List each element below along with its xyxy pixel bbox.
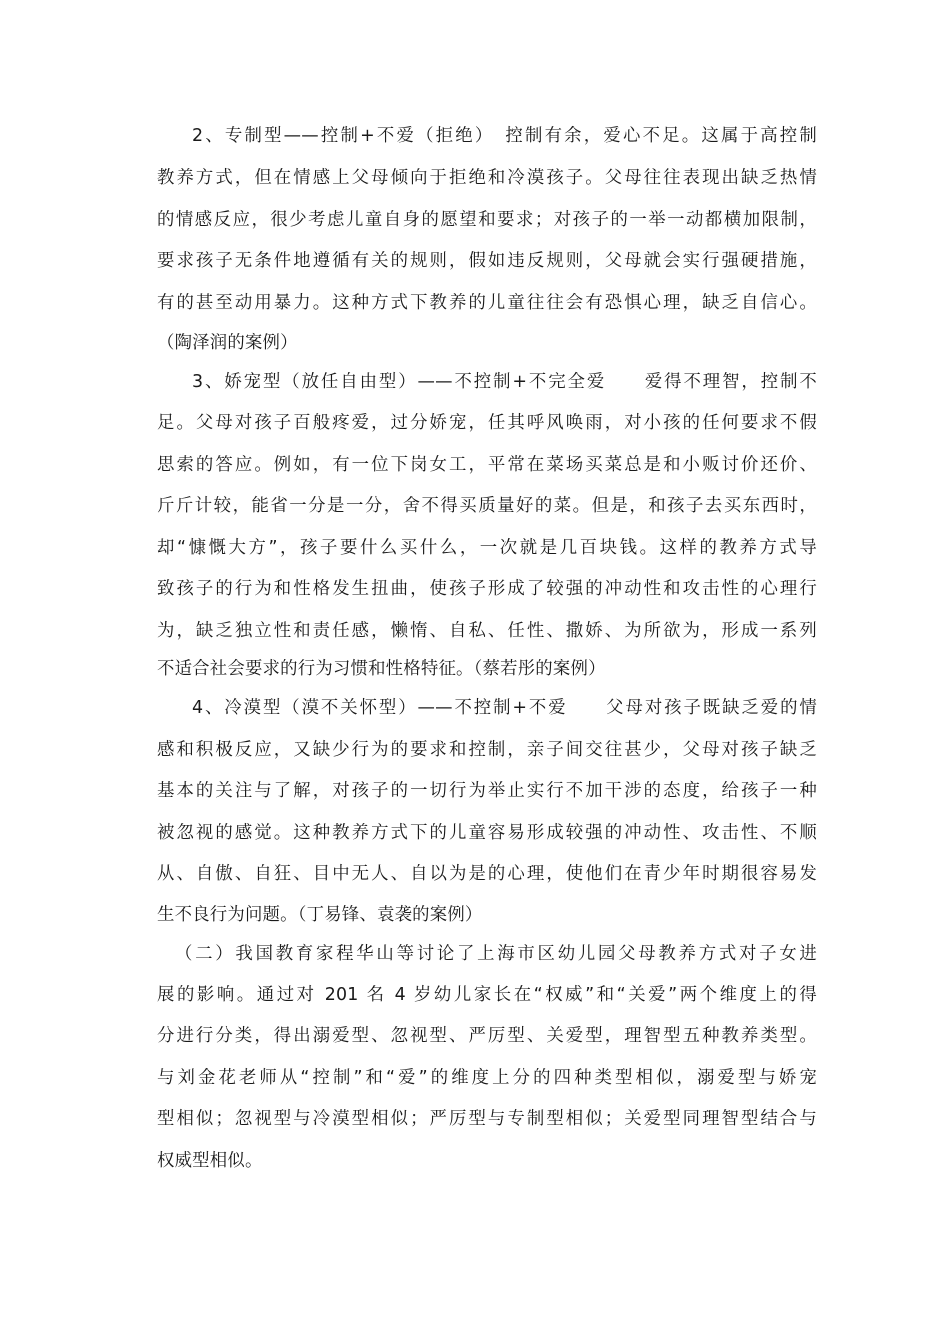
- text-line-23: 分进行分类，得出溺爱型、忽视型、严厉型、关爱型，理智型五种教养类型。: [157, 1026, 817, 1046]
- text-line-24: 与刘金花老师从“控制”和“爱”的维度上分的四种类型相似，溺爱型与娇宠: [157, 1068, 817, 1088]
- text-line-8: 足。父母对孩子百般疼爱，过分娇宠，任其呼风唤雨，对小孩的任何要求不假: [157, 413, 817, 433]
- text-line-14: 不适合社会要求的行为习惯和性格特征。（蔡若彤的案例）: [157, 659, 606, 679]
- text-line-25: 型相似；忽视型与冷漠型相似；严厉型与专制型相似；关爱型同理智型结合与: [157, 1109, 817, 1129]
- text-line-9: 思索的答应。例如，有一位下岗女工，平常在菜场买菜总是和小贩讨价还价、: [157, 455, 817, 475]
- text-line-21: （二）我国教育家程华山等讨论了上海市区幼儿园父母教养方式对子女进: [175, 944, 817, 964]
- text-line-26: 权威型相似。: [157, 1151, 263, 1171]
- text-line-7: 3、娇宠型（放任自由型）——不控制+不完全爱 爱得不理智，控制不: [192, 372, 817, 392]
- text-line-22: 展的影响。通过对 201 名 4 岁幼儿家长在“权威”和“关爱”两个维度上的得: [157, 985, 817, 1005]
- text-line-15: 4、冷漠型（漠不关怀型）——不控制+不爱 父母对孩子既缺乏爱的情: [192, 698, 817, 718]
- text-line-10: 斤斤计较，能省一分是一分，舍不得买质量好的菜。但是，和孩子去买东西时，: [157, 496, 817, 516]
- text-line-4: 要求孩子无条件地遵循有关的规则，假如违反规则，父母就会实行强硬措施，: [157, 251, 817, 271]
- text-line-12: 致孩子的行为和性格发生扭曲，使孩子形成了较强的冲动性和攻击性的心理行: [157, 579, 817, 599]
- text-line-17: 基本的关注与了解，对孩子的一切行为举止实行不加干涉的态度，给孩子一种: [157, 781, 817, 801]
- text-line-20: 生不良行为问题。（丁易锋、袁袭的案例）: [157, 905, 483, 925]
- text-line-5: 有的甚至动用暴力。这种方式下教养的儿童往往会有恐惧心理，缺乏自信心。: [157, 293, 817, 313]
- text-line-2: 教养方式，但在情感上父母倾向于拒绝和冷漠孩子。父母往往表现出缺乏热情: [157, 168, 817, 188]
- text-line-18: 被忽视的感觉。这种教养方式下的儿童容易形成较强的冲动性、攻击性、不顺: [157, 823, 817, 843]
- text-line-3: 的情感反应，很少考虑儿童自身的愿望和要求；对孩子的一举一动都横加限制，: [157, 210, 817, 230]
- text-line-6: （陶泽润的案例）: [157, 333, 298, 353]
- text-line-19: 从、自傲、自狂、目中无人、自以为是的心理，使他们在青少年时期很容易发: [157, 864, 817, 884]
- text-line-11: 却“慷慨大方”，孩子要什么买什么，一次就是几百块钱。这样的教养方式导: [157, 538, 817, 558]
- text-line-1: 2、专制型——控制+不爱（拒绝） 控制有余，爱心不足。这属于高控制: [192, 126, 817, 146]
- text-line-13: 为，缺乏独立性和责任感，懒惰、自私、任性、撒娇、为所欲为，形成一系列: [157, 621, 817, 641]
- text-line-16: 感和积极反应，又缺少行为的要求和控制，亲子间交往甚少，父母对孩子缺乏: [157, 740, 817, 760]
